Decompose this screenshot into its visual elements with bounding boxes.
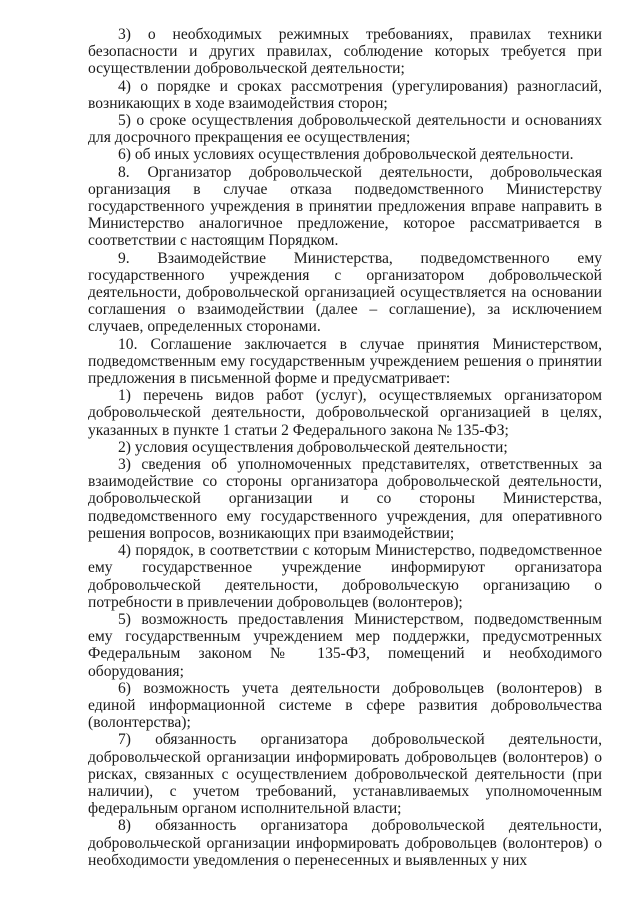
paragraph-sub-4-informing-procedure: 4) порядок, в соответствии с которым Министерство, подведомственное ему государственное учреждение информируют организатора добровольческой деятельности, добровольческую организацию о потребности в привлечении добровольцев (волонтеров); [88,542,602,611]
paragraph-sub-7-risk-obligation: 7) обязанность организатора добровольческой деятельности, добровольческой организации информировать добровольцев (волонтеров) о рисках, связанных с осуществлением добровольческой деятельности (при наличии), с учетом требований, устанавливаемых уполномоченным федеральным органом исполнительной власти; [88,731,602,818]
paragraph-item-5-term: 5) о сроке осуществления добровольческой деятельности и основаниях для досрочного прекращения ее осуществления; [88,112,602,147]
paragraph-clause-8: 8. Организатор добровольческой деятельности, добровольческая организация в случае отказа подведомственного Министерству государственного учреждения в принятии предложения вправе направить в Министерство аналогичное предложение, которое рассматривается в соответствии с настоящим Порядком. [88,163,602,250]
paragraph-sub-3-representatives: 3) сведения об уполномоченных представителях, ответственных за взаимодействие со стороны организатора добровольческой деятельности, добровольческой организации и со стороны Министерства, подведомственного ему государственного учреждения, для оперативного решения вопросов, возникающих при взаимодействии; [88,456,602,542]
paragraph-sub-1-work-types: 1) перечень видов работ (услуг), осуществляемых организатором добровольческой деятельности, добровольческой организацией в целях, указанных в пункте 1 статьи 2 Федерального закона № 135-ФЗ; [88,387,602,439]
paragraph-sub-2-conditions: 2) условия осуществления добровольческой деятельности; [118,438,508,456]
paragraph-item-6-other-conditions: 6) об иных условиях осуществления добровольческой деятельности. [118,146,574,164]
paragraph-sub-5-support-measures: 5) возможность предоставления Министерством, подведомственным ему государственным учреждением мер поддержки, предусмотренных Федеральным законом № 135-ФЗ, помещений и необходимого оборудования; [88,610,602,680]
paragraph-clause-10: 10. Соглашение заключается в случае принятия Министерством, подведомственным ему государственным учреждением решения о принятии предложения в письменной форме и предусматривает: [88,335,602,388]
paragraph-sub-8-notification-obligation: 8) обязанность организатора добровольческой деятельности, добровольческой организации информировать добровольцев (волонтеров) о необходимости уведомления о перенесенных и выявленных у них [88,817,602,869]
paragraph-clause-9: 9. Взаимодействие Министерства, подведомственного ему государственного учреждения с организатором добровольческой деятельности, добровольческой организацией осуществляется на основании соглашения о взаимодействии (далее – соглашение), за исключением случаев, определенных сторонами. [88,249,602,336]
paragraph-sub-6-unified-system: 6) возможность учета деятельности добровольцев (волонтеров) в единой информационной системе в сфере развития добровольчества (волонтерства); [88,679,602,732]
paragraph-item-4-disputes: 4) о порядке и сроках рассмотрения (урегулирования) разногласий, возникающих в ходе взаимодействия сторон; [88,77,602,112]
paragraph-item-3-safety-rules: 3) о необходимых режимных требованиях, правилах техники безопасности и других правилах, соблюдение которых требуется при осуществлении добровольческой деятельности; [88,26,602,78]
